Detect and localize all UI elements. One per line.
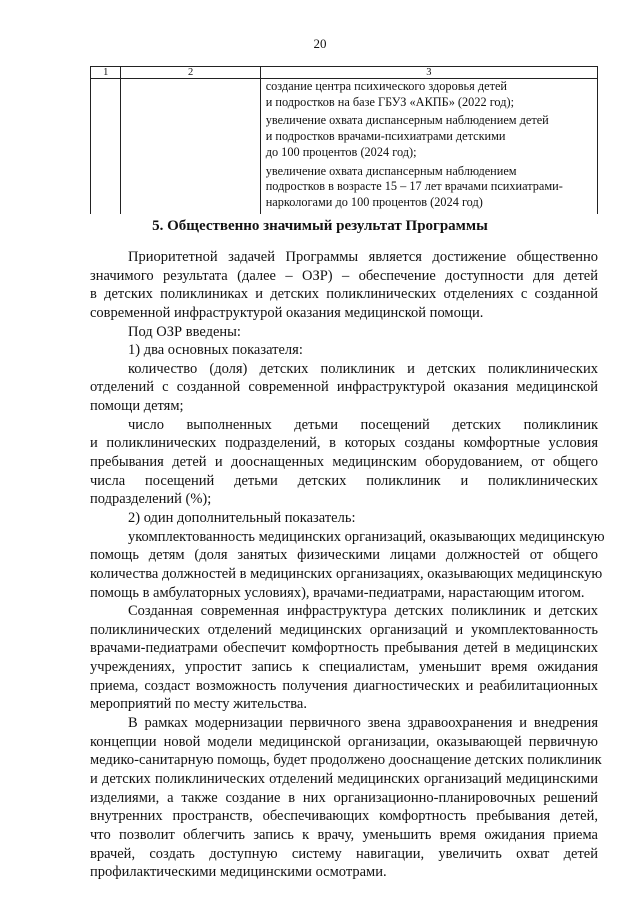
text-line: 1) два основных показателя: [128, 342, 303, 359]
measure-line: и подростков на базе ГБУЗ «АКПБ» (2022 год); [265, 94, 514, 109]
text-line: медико-санитарную помощь, будет продолжено дооснащение детских поликлиник [90, 752, 602, 769]
section-title: 5. Общественно значимый результат Программы [152, 218, 488, 234]
text-line: приема, создаст возможность получения диагностических и реабилитационных [90, 677, 598, 694]
measure-line: увеличение охвата диспансерным наблюдением детей [265, 113, 549, 128]
measure-line: подростков в возрасте 15 – 17 лет врачами психиатрами- [265, 179, 563, 194]
text-line: изделиями, а также создание в них организационно-планировочных решений [90, 789, 598, 806]
text-line: учреждениях, упростит запись к специалистам, уменьшит время ожидания [90, 659, 598, 676]
table-cell-empty [91, 79, 121, 214]
text-line: и детских поликлинических отделений медицинских организаций медицинскими [90, 770, 598, 787]
text-line: современной инфраструктурой оказания медицинской помощи. [90, 304, 484, 321]
column-number-1: 1 [91, 67, 121, 79]
continuation-table [90, 66, 598, 214]
text-line: концепции новой модели медицинской организации, оказывающей первичную [90, 733, 598, 750]
text-line: помощь в амбулаторных условиях), врачами-педиатрами, нарастающим итогом. [90, 584, 585, 601]
text-line: подразделений (%); [90, 491, 212, 508]
text-line: укомплектованность медицинских организаций, оказывающих медицинскую [128, 528, 605, 545]
text-line: в детских поликлиниках и детских поликлинических отделениях с созданной [90, 286, 598, 303]
measure-line: увеличение охвата диспансерным наблюдением [265, 163, 517, 178]
measure-line: создание центра психического здоровья детей [265, 79, 507, 93]
measure-line: наркологами до 100 процентов (2024 год) [265, 194, 483, 209]
text-line: пребывания детей и дооснащенных медицинским оборудованием, от общего [90, 454, 598, 471]
table-cell-measures [260, 79, 597, 214]
body-text [90, 248, 605, 882]
measure-paragraph [261, 113, 597, 160]
column-number-2: 2 [121, 67, 260, 79]
text-line: Приоритетной задачей Программы является достижение общественно [128, 249, 598, 265]
text-line: и поликлинических подразделений, в которых созданы комфортные условия [90, 435, 598, 452]
table-cell-empty [121, 79, 260, 214]
column-number-3: 3 [260, 67, 597, 79]
text-line: помощи детям; [90, 398, 184, 415]
text-line: количество (доля) детских поликлиник и детских поликлинических [128, 360, 598, 377]
table-row [91, 79, 598, 214]
text-line: В рамках модернизации первичного звена здравоохранения и внедрения [128, 715, 598, 732]
text-line: число выполненных детьми посещений детских поликлиник [128, 416, 598, 433]
text-line: числа посещений детьми детских поликлиник и поликлинических [90, 472, 598, 489]
text-line: значимого результата (далее – ОЗР) – обеспечение доступности для детей [90, 267, 598, 284]
measure-paragraph [261, 79, 597, 110]
text-line: что позволит облегчить запись к врачу, уменьшить время ожидания приема [90, 826, 598, 843]
text-line: профилактическими медицинскими осмотрами. [90, 864, 387, 881]
text-line: 2) один дополнительный показатель: [128, 509, 356, 526]
text-line: Созданная современная инфраструктура детских поликлиник и детских [128, 603, 598, 620]
measure-line: и подростков врачами-психиатрами детскими [265, 129, 506, 144]
text-line: врачей, создать доступную систему навигации, увеличить охват детей [90, 845, 598, 862]
text-line: количества должностей в медицинских организациях, оказывающих медицинскую [90, 565, 603, 582]
text-line: Под ОЗР введены: [128, 323, 241, 340]
table-header-row [91, 67, 598, 79]
measure-line: до 100 процентов (2024 год); [265, 144, 417, 159]
measure-paragraph [261, 164, 597, 211]
text-line: помощь детям (доля занятых физическими лицами должностей от общего [90, 547, 598, 564]
text-line: поликлинических отделений медицинских организаций и укомплектованность [90, 621, 598, 638]
text-line: отделений с созданной современной инфраструктурой оказания медицинской [90, 379, 598, 396]
text-line: врачами-педиатрами обеспечит комфортность пребывания детей в медицинских [90, 640, 598, 657]
text-line: внутренних пространств, обеспечивающих комфортность пребывания детей, [90, 808, 598, 825]
page-number: 20 [313, 36, 327, 51]
text-line: мероприятий по месту жительства. [90, 696, 307, 713]
